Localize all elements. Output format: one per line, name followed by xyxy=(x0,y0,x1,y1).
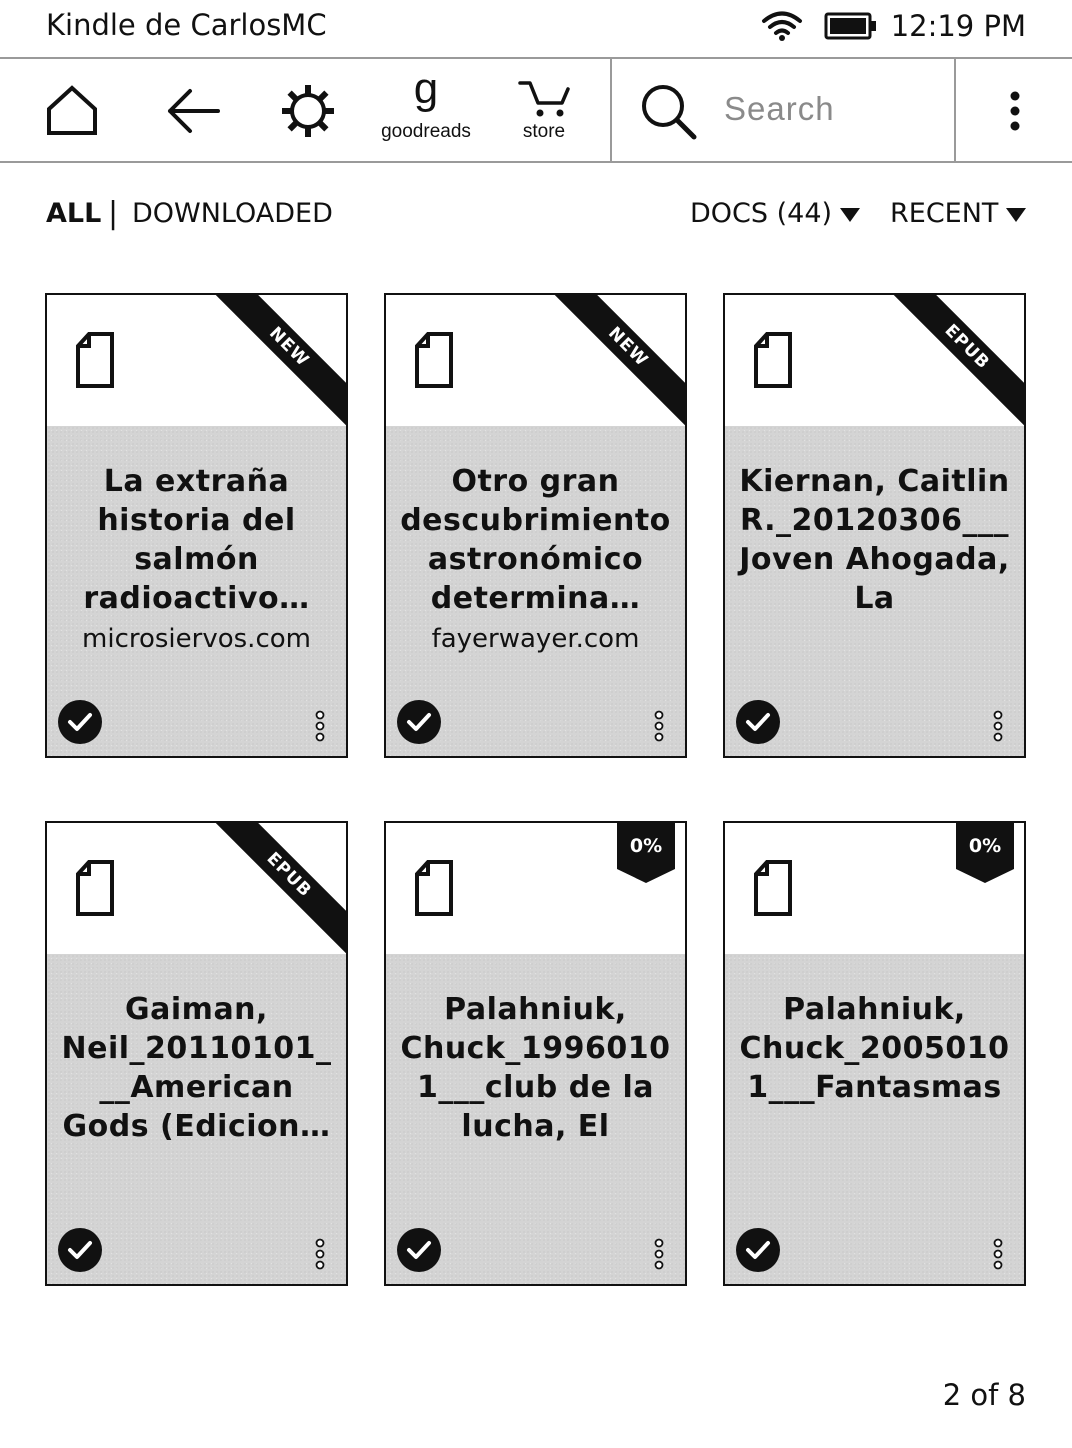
downloaded-check-icon xyxy=(396,699,442,745)
item-menu-icon[interactable] xyxy=(653,710,665,742)
toolbar xyxy=(0,59,1072,163)
collection-label: DOCS (44) xyxy=(690,198,833,229)
document-icon xyxy=(414,331,454,389)
home-button[interactable] xyxy=(36,59,108,163)
search-icon xyxy=(639,82,697,140)
wifi-icon xyxy=(760,10,804,42)
filter-row xyxy=(0,196,1072,240)
downloaded-check-icon xyxy=(57,699,103,745)
downloaded-check-icon xyxy=(735,699,781,745)
sort-dropdown[interactable] xyxy=(890,198,1026,229)
item-source: microsiervos.com xyxy=(82,624,311,654)
progress-label: 0% xyxy=(629,835,663,857)
item-title: La extraña historia del salmón radioactivo… xyxy=(83,464,310,616)
item-title: Palahniuk, Chuck_2005010 1___Fantasmas xyxy=(739,992,1010,1105)
library-item[interactable] xyxy=(723,293,1026,758)
home-icon xyxy=(45,85,99,137)
back-arrow-icon xyxy=(164,87,220,135)
filter-all[interactable]: ALL xyxy=(46,198,102,229)
vertical-dots-icon xyxy=(1009,91,1021,131)
filter-separator: | xyxy=(108,196,119,231)
downloaded-check-icon xyxy=(396,1227,442,1273)
ribbon-label: NEW xyxy=(204,295,346,432)
toolbar-separator xyxy=(954,59,956,163)
store-button[interactable] xyxy=(504,59,584,163)
ribbon-label: EPUB xyxy=(882,295,1024,432)
caret-down-icon xyxy=(840,208,860,222)
library-item[interactable] xyxy=(45,821,348,1286)
library-item[interactable] xyxy=(723,821,1026,1286)
item-title: Gaiman, Neil_20110101_ __American Gods (Edicion… xyxy=(61,992,332,1144)
downloaded-check-icon xyxy=(57,1227,103,1273)
item-title: Palahniuk, Chuck_1996010 1___club de la lucha, El xyxy=(400,992,671,1144)
item-menu-icon[interactable] xyxy=(992,710,1004,742)
goodreads-icon: g xyxy=(413,64,439,113)
device-name: Kindle de CarlosMC xyxy=(46,8,327,42)
more-menu-button[interactable] xyxy=(990,59,1040,163)
ribbon-label: NEW xyxy=(543,295,685,432)
goodreads-button[interactable] xyxy=(372,59,480,163)
store-label: store xyxy=(522,121,566,142)
cart-icon xyxy=(518,79,570,119)
gear-icon xyxy=(280,83,336,139)
collection-dropdown[interactable] xyxy=(690,198,860,229)
item-menu-icon[interactable] xyxy=(314,1238,326,1270)
back-button[interactable] xyxy=(154,59,230,163)
page-indicator: 2 of 8 xyxy=(942,1378,1026,1412)
document-icon xyxy=(75,331,115,389)
settings-button[interactable] xyxy=(270,59,346,163)
toolbar-separator xyxy=(610,59,612,163)
goodreads-label: goodreads xyxy=(381,121,471,142)
item-title: Kiernan, Caitlin R._20120306___ Joven Ahogada, La xyxy=(739,464,1010,616)
item-menu-icon[interactable] xyxy=(992,1238,1004,1270)
library-item[interactable] xyxy=(384,293,687,758)
filter-downloaded[interactable]: DOWNLOADED xyxy=(132,198,333,229)
battery-icon xyxy=(824,11,878,41)
search-input[interactable]: Search xyxy=(724,90,835,127)
toolbar-divider xyxy=(0,161,1072,163)
sort-label: RECENT xyxy=(890,198,999,229)
document-icon xyxy=(753,859,793,917)
library-item[interactable] xyxy=(45,293,348,758)
clock: 12:19 PM xyxy=(890,9,1026,43)
ribbon-label: EPUB xyxy=(204,823,346,960)
downloaded-check-icon xyxy=(735,1227,781,1273)
document-icon xyxy=(75,859,115,917)
library-item[interactable] xyxy=(384,821,687,1286)
progress-label: 0% xyxy=(968,835,1002,857)
item-source: fayerwayer.com xyxy=(431,624,640,654)
item-title: Otro gran descubrimiento astronómico determina… xyxy=(400,464,671,616)
item-menu-icon[interactable] xyxy=(653,1238,665,1270)
search-button[interactable] xyxy=(630,59,706,163)
status-bar xyxy=(0,0,1072,58)
caret-down-icon xyxy=(1006,208,1026,222)
document-icon xyxy=(414,859,454,917)
document-icon xyxy=(753,331,793,389)
item-menu-icon[interactable] xyxy=(314,710,326,742)
